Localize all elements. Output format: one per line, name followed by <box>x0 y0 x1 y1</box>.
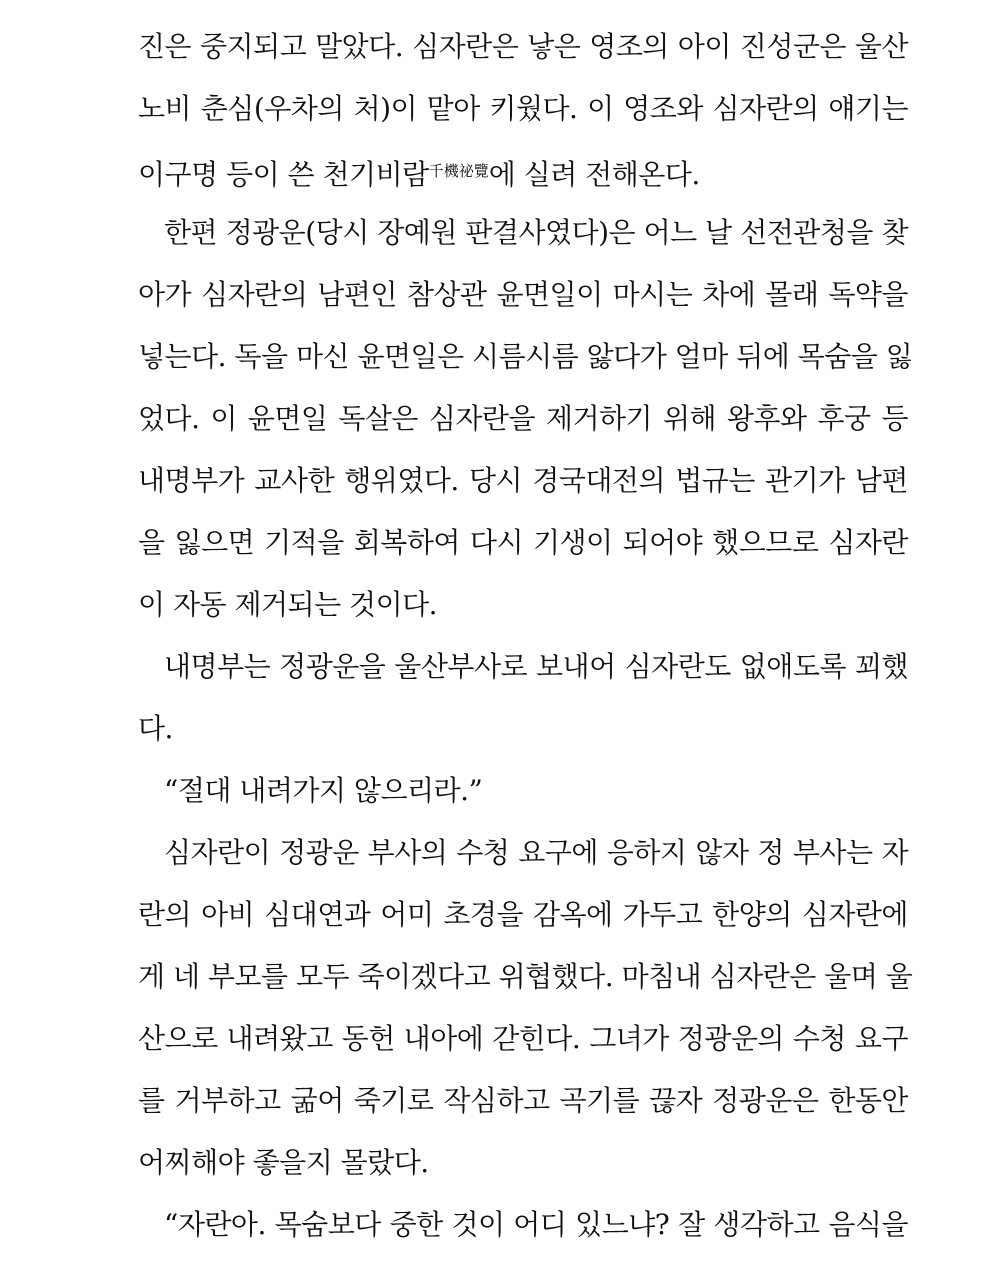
text-line: 한편 정광운(당시 장예원 판결사였다)은 어느 날 선전관청을 찾 <box>164 216 908 249</box>
text-line: 심자란이 정광운 부사의 수청 요구에 응하지 않자 정 부사는 자 <box>164 836 908 869</box>
hanja-annotation: 千機祕覽 <box>428 162 489 180</box>
text-line: 어찌해야 좋을지 몰랐다. <box>138 1146 429 1179</box>
text-line: 아가 심자란의 남편인 참상관 윤면일이 마시는 차에 몰래 독약을 <box>138 278 908 311</box>
text-line: 노비 춘심(우차의 처)이 맡아 키웠다. 이 영조와 심자란의 얘기는 <box>138 92 908 125</box>
text-line: 진은 중지되고 말았다. 심자란은 낳은 영조의 아이 진성군은 울산 <box>138 30 908 63</box>
text-line: 란의 아비 심대연과 어미 초경을 감옥에 가두고 한양의 심자란에 <box>138 898 908 931</box>
text-line: 었다. 이 윤면일 독살은 심자란을 제거하기 위해 왕후와 후궁 등 <box>138 402 908 435</box>
text-line: 내명부가 교사한 행위였다. 당시 경국대전의 법규는 관기가 남편 <box>138 464 908 497</box>
text-line <box>138 148 908 194</box>
text-line: 을 잃으면 기적을 회복하여 다시 기생이 되어야 했으므로 심자란 <box>138 526 908 559</box>
text-line: 내명부는 정광운을 울산부사로 보내어 심자란도 없애도록 꾀했 <box>164 650 908 683</box>
text-line: 넣는다. 독을 마신 윤면일은 시름시름 앓다가 얼마 뒤에 목숨을 잃 <box>138 340 913 373</box>
text-line: 를 거부하고 굶어 죽기로 작심하고 곡기를 끊자 정광운은 한동안 <box>138 1084 908 1117</box>
text-segment: 에 실려 전해온다. <box>488 158 700 191</box>
text-line: “절대 내려가지 않으리라.” <box>164 774 483 807</box>
text-line: 이 자동 제거되는 것이다. <box>138 588 438 621</box>
text-segment: 이구명 등이 쓴 천기비람 <box>138 158 429 191</box>
text-line: 다. <box>138 712 173 745</box>
text-line: 게 네 부모를 모두 죽이겠다고 위협했다. 마침내 심자란은 울며 울 <box>138 960 913 993</box>
text-line: “자란아. 목숨보다 중한 것이 어디 있느냐? 잘 생각하고 음식을 <box>164 1208 908 1241</box>
text-line: 산으로 내려왔고 동헌 내아에 갇힌다. 그녀가 정광운의 수청 요구 <box>138 1022 908 1055</box>
